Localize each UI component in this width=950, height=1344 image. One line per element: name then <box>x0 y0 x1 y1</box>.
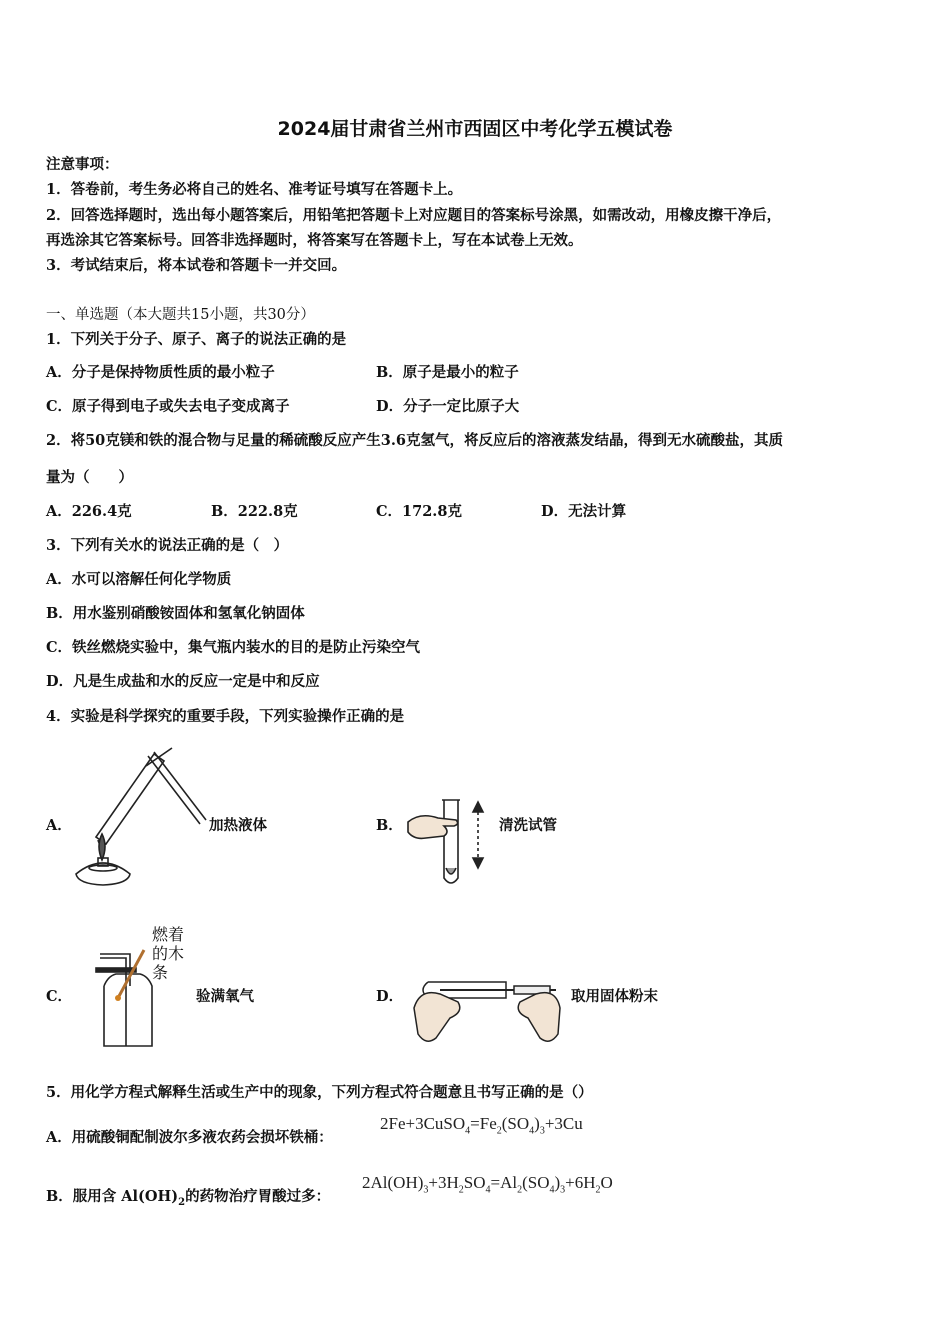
q5-option-b-text: B．服用含 Al(OH) <box>46 1188 179 1205</box>
q4-stem: 4．实验是科学探究的重要手段，下列实验操作正确的是 <box>46 708 405 725</box>
q3-option-a: A．水可以溶解任何化学物质 <box>46 571 232 588</box>
q5-option-a: A．用硫酸铜配制波尔多液农药会损坏铁桶： <box>46 1129 333 1146</box>
q3-stem: 3．下列有关水的说法正确的是（ ） <box>46 537 289 554</box>
notice-item: 3．考试结束后，将本试卷和答题卡一并交回。 <box>46 257 347 274</box>
notice-item: 1．答卷前，考生务必将自己的姓名、准考证号填写在答题卡上。 <box>46 181 463 198</box>
q1-stem: 1．下列关于分子、原子、离子的说法正确的是 <box>46 331 347 348</box>
q2-option-b: B．222.8克 <box>211 503 298 520</box>
notice-item: 再选涂其它答案标号。回答非选择题时，将答案写在答题卡上，写在本试卷上无效。 <box>46 232 583 249</box>
burning-splint-label <box>152 925 192 982</box>
q4-option-b-caption: 清洗试管 <box>499 817 557 834</box>
q4-option-a-letter: A． <box>46 817 72 834</box>
q5-option-b-sub: 2 <box>178 1196 186 1208</box>
q4-option-b-letter: B． <box>376 817 403 834</box>
q3-option-d: D．凡是生成盐和水的反应一定是中和反应 <box>46 673 320 690</box>
q4-option-c-letter: C． <box>46 988 73 1005</box>
q5-stem: 5．用化学方程式解释生活或生产中的现象，下列方程式符合题意且书写正确的是（） <box>46 1084 593 1101</box>
burning-splint-label-line: 条 <box>152 963 169 982</box>
equation-a: $2Fe+3CuSO_4=Fe_2(SO_4)_3+3Cu$ <box>380 1114 583 1137</box>
q5-option-b-text-end: 的药物治疗胃酸过多： <box>185 1188 331 1205</box>
q1-option-d: D．分子一定比原子大 <box>376 398 520 415</box>
q5-option-b <box>46 1185 330 1208</box>
page-title: 2024届甘肃省兰州市西固区中考化学五模试卷 <box>277 118 673 140</box>
q2-option-c: C．172.8克 <box>376 503 462 520</box>
q2-stem: 2．将50克镁和铁的混合物与足量的稀硫酸反应产生3.6克氢气，将反应后的溶液蒸发结晶，得到无水硫酸盐，其质 <box>46 432 783 449</box>
q3-option-c: C．铁丝燃烧实验中，集气瓶内装水的目的是防止污染空气 <box>46 639 421 656</box>
burning-splint-label-line: 燃着 <box>152 925 185 944</box>
q2-option-d: D．无法计算 <box>541 503 627 520</box>
q3-option-b: B．用水鉴别硝酸铵固体和氢氧化钠固体 <box>46 605 305 622</box>
q1-option-a: A．分子是保持物质性质的最小粒子 <box>46 364 275 381</box>
solid-powder-figure <box>410 968 565 1048</box>
notice-heading: 注意事项： <box>46 156 119 173</box>
q4-option-d-letter: D． <box>376 988 404 1005</box>
q1-option-c: C．原子得到电子或失去电子变成离子 <box>46 398 290 415</box>
cleaning-tube-figure <box>404 798 494 890</box>
q4-option-d-caption: 取用固体粉末 <box>571 988 658 1005</box>
heating-liquid-figure <box>68 742 208 887</box>
q2-option-a: A．226.4克 <box>46 503 132 520</box>
burning-splint-label-line: 的木 <box>152 944 185 963</box>
q1-option-b: B．原子是最小的粒子 <box>376 364 519 381</box>
q4-option-c-caption: 验满氧气 <box>196 988 254 1005</box>
q4-option-a-caption: 加热液体 <box>209 817 267 834</box>
q2-stem-cont: 量为（ ） <box>46 469 133 486</box>
section-heading: 一、单选题（本大题共15小题，共30分） <box>46 307 315 323</box>
notice-item: 2．回答选择题时，选出每小题答案后，用铅笔把答题卡上对应题目的答案标号涂黑，如需改动，用橡皮擦干净后， <box>46 207 782 224</box>
equation-b: $2Al(OH)_3+3H_2SO_4=Al_2(SO_4)_3+6H_2O$ <box>362 1173 613 1196</box>
